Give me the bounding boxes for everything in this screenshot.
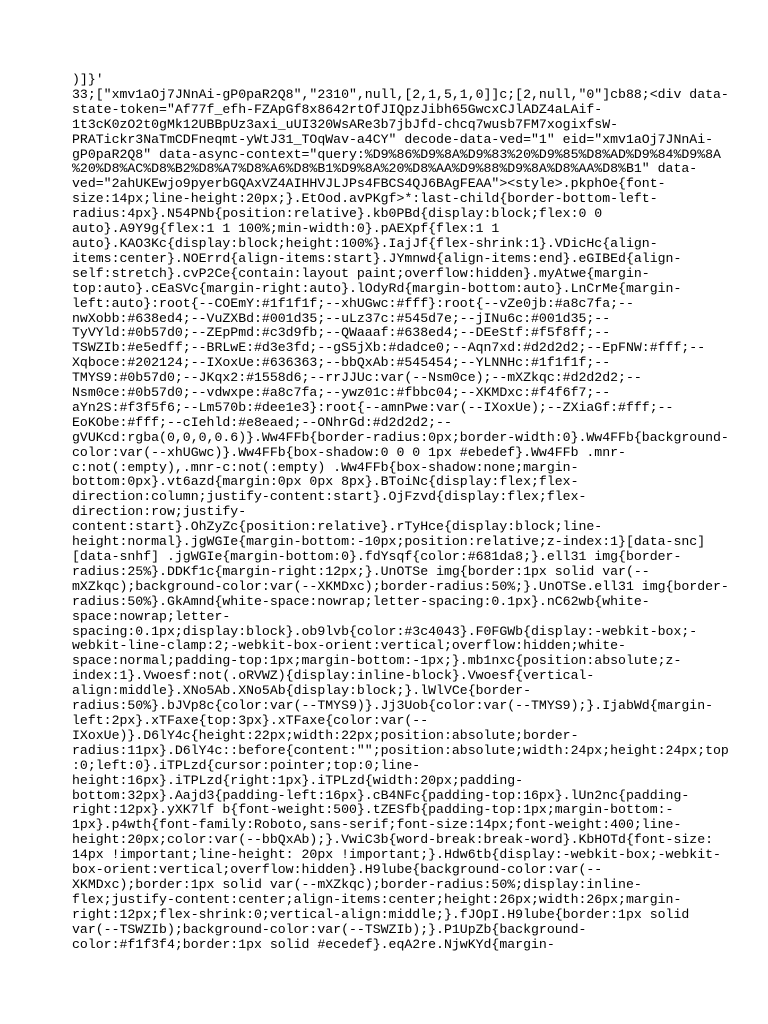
text-line: 1t3cK0zO2t0gMk12UBBpUz3axi_uUI320WsARe3b7jbJfd-chcq7wusb7FM7xogixfsW- bbox=[72, 116, 619, 132]
text-line: webkit-line-clamp:2;-webkit-box-orient:vertical;overflow:hidden;white- bbox=[72, 638, 626, 654]
text-line: aYn2S:#f3f5f6;--Lm570b:#dee1e3}:root{--amnPwe:var(--IXoxUe);--ZXiaGf:#fff;-- bbox=[72, 399, 674, 415]
text-line: radius:4px}.N54PNb{position:relative}.kb0PBd{display:block;flex:0 0 bbox=[72, 206, 603, 222]
text-line: auto}.A9Y9g{flex:1 1 100%;min-width:0}.pAEXpf{flex:1 1 bbox=[72, 221, 500, 237]
text-line: index:1}.Vwoesf:not(.oRVWZ){display:inline-block}.Vwoesf{vertical- bbox=[72, 668, 595, 684]
text-line: bottom:0px}.vt6azd{margin:0px 0px 8px}.BToiNc{display:flex;flex- bbox=[72, 474, 579, 490]
text-line: EoKObe:#fff;--cIehld:#e8eaed;--ONhrGd:#d2d2d2;-- bbox=[72, 414, 452, 430]
text-line: direction:row;justify- bbox=[72, 504, 247, 520]
text-line: )]}' bbox=[72, 72, 104, 87]
text-line: 14px !important;line-height: 20px !important;}.Hdw6tb{display:-webkit-box;-webkit- bbox=[72, 847, 721, 863]
text-line: items:center}.NOErrd{align-items:start}.JYmnwd{align-items:end}.eGIBEd{align- bbox=[72, 250, 682, 266]
text-line: space:nowrap;letter- bbox=[72, 608, 231, 624]
text-line: TyVYld:#0b57d0;--ZEpPmd:#c3d9fb;--QWaaaf:#638ed4;--DEeStf:#f5f8ff;-- bbox=[72, 325, 611, 341]
text-line: content:start}.OhZyZc{position:relative}.rTyHce{display:block;line- bbox=[72, 519, 603, 535]
text-line: self:stretch}.cvP2Ce{contain:layout paint;overflow:hidden}.myAtwe{margin- bbox=[72, 265, 650, 281]
text-line: %20%D8%AC%D8%B2%D8%A7%D8%A6%D8%B1%D9%8A%20%D8%AA%D9%88%D9%8A%D8%AA%D8%B1" data- bbox=[72, 161, 698, 177]
text-line: auto}.KAO3Kc{display:block;height:100%}.IajJf{flex-shrink:1}.VDicHc{align- bbox=[72, 235, 658, 251]
text-line: bottom:32px}.Aajd3{padding-left:16px}.cB4NFc{padding-top:16px}.lUn2nc{padding- bbox=[72, 787, 690, 803]
text-line: color:var(--xhUGwc)}.Ww4FFb{box-shadow:0 0 0 1px #ebedef}.Ww4FFb .mnr- bbox=[72, 444, 626, 460]
text-line: space:normal;padding-top:1px;margin-bottom:-1px;}.mb1nxc{position:absolute;z- bbox=[72, 653, 682, 669]
raw-response-text bbox=[72, 72, 729, 952]
text-line: Nsm0ce:#0b57d0;--vdwxpe:#a8c7fa;--ywz01c:#fbbc04;--XKMDxc:#f4f6f7;-- bbox=[72, 385, 611, 401]
text-line: size:14px;line-height:20px;}.EtOod.avPKgf>*:last-child{border-bottom-left- bbox=[72, 191, 658, 207]
text-line: TMYS9:#0b57d0;--JKqx2:#1558d6;--rrJJUc:var(--Nsm0ce);--mXZkqc:#d2d2d2;-- bbox=[72, 370, 642, 386]
text-line: height:16px}.iTPLzd{right:1px}.iTPLzd{width:20px;padding- bbox=[72, 772, 524, 788]
text-line: PRATickr3NaTmCDFneqmt-yWtJ31_TOqWav-a4CY" decode-data-ved="1" eid="xmv1aOj7JNnAi- bbox=[72, 131, 714, 147]
text-line: radius:50%}.GkAmnd{white-space:nowrap;letter-spacing:0.1px}.nC62wb{white- bbox=[72, 593, 650, 609]
text-line: var(--TSWZIb);background-color:var(--TSWZIb);}.P1UpZb{background- bbox=[72, 921, 587, 937]
text-line: height:20px;color:var(--bbQxAb);}.VwiC3b{word-break:break-word}.KbHOTd{font-size: bbox=[72, 832, 714, 848]
text-line: align:middle}.XNo5Ab.XNo5Ab{display:block;}.lWlVCe{border- bbox=[72, 683, 531, 699]
text-line: spacing:0.1px;display:block}.ob9lvb{color:#3c4043}.F0FGWb{display:-webkit-box;- bbox=[72, 623, 698, 639]
text-line: radius:50%}.bJVp8c{color:var(--TMYS9)}.Jj3Uob{color:var(--TMYS9);}.IjabWd{margin- bbox=[72, 698, 714, 714]
text-line: 1px}.p4wth{font-family:Roboto,sans-serif;font-size:14px;font-weight:400;line- bbox=[72, 817, 682, 833]
text-line: :0;left:0}.iTPLzd{cursor:pointer;top:0;line- bbox=[72, 757, 421, 773]
text-line: left:2px}.xTFaxe{top:3px}.xTFaxe{color:var(-- bbox=[72, 712, 429, 728]
text-line: left:auto}:root{--COEmY:#1f1f1f;--xhUGwc:#fff}:root{--vZe0jb:#a8c7fa;-- bbox=[72, 295, 634, 311]
text-line: radius:11px}.D6lY4c::before{content:"";position:absolute;width:24px;height:24px;top bbox=[72, 742, 729, 758]
text-line: state-token="Af77f_efh-FZApGf8x8642rtOfJIQpzJibh65GwcxCJlADZ4aLAif- bbox=[72, 101, 603, 117]
text-line: ved="2ahUKEwjo9pyerbGQAxVZ4AIHHVJLJPs4FBCS4QJ6BAgFEAA"><style>.pkphOe{font- bbox=[72, 176, 666, 192]
text-line: c:not(:empty),.mnr-c:not(:empty) .Ww4FFb{box-shadow:none;margin- bbox=[72, 459, 579, 475]
text-line: Xqboce:#202124;--IXoxUe:#636363;--bbQxAb:#545454;--YLNNHc:#1f1f1f;-- bbox=[72, 355, 611, 371]
text-line: box-orient:vertical;overflow:hidden}.H9lube{background-color:var(-- bbox=[72, 862, 603, 878]
text-line: TSWZIb:#e5edff;--BRLwE:#d3e3fd;--gS5jXb:#dadce0;--Aqn7xd:#d2d2d2;--EpFNW:#fff;-- bbox=[72, 340, 706, 356]
text-line: color:#f1f3f4;border:1px solid #ecedef}.eqA2re.NjwKYd{margin- bbox=[72, 936, 555, 952]
text-line: right:12px}.yXK7lf b{font-weight:500}.tZESfb{padding-top:1px;margin-bottom:- bbox=[72, 802, 674, 818]
text-line: gP0paR2Q8" data-async-context="query:%D9%86%D9%8A%D9%83%20%D9%85%D8%AD%D9%84%D9%8A bbox=[72, 146, 721, 162]
text-line: IXoxUe)}.D6lY4c{height:22px;width:22px;position:absolute;border- bbox=[72, 727, 579, 743]
text-line: mXZkqc);background-color:var(--XKMDxc);border-radius:50%;}.UnOTSe.ell31 img{border- bbox=[72, 578, 729, 594]
text-line: radius:25%}.DDKf1c{margin-right:12px;}.UnOTSe img{border:1px solid var(-- bbox=[72, 563, 650, 579]
text-line: 33;["xmv1aOj7JNnAi-gP0paR2Q8","2310",null,[2,1,5,1,0]]c;[2,null,"0"]cb88;<div data- bbox=[72, 86, 729, 102]
text-line: gVUKcd:rgba(0,0,0,0.6)}.Ww4FFb{border-radius:0px;border-width:0}.Ww4FFb{background- bbox=[72, 429, 729, 445]
text-line: flex;justify-content:center;align-items:center;height:26px;width:26px;margin- bbox=[72, 891, 682, 907]
text-line: top:auto}.cEaSVc{margin-right:auto}.lOdyRd{margin-bottom:auto}.LnCrMe{margin- bbox=[72, 280, 682, 296]
text-line: [data-snhf] .jgWGIe{margin-bottom:0}.fdYsqf{color:#681da8;}.ell31 img{border- bbox=[72, 549, 682, 564]
text-line: height:normal}.jgWGIe{margin-bottom:-10px;position:relative;z-index:1}[data-snc] bbox=[72, 534, 706, 550]
text-line: direction:column;justify-content:start}.OjFzvd{display:flex;flex- bbox=[72, 489, 587, 505]
text-line: nwXobb:#638ed4;--VuZXBd:#001d35;--uLz37c:#545d7e;--jINu6c:#001d35;-- bbox=[72, 310, 611, 326]
text-line: XKMDxc);border:1px solid var(--mXZkqc);border-radius:50%;display:inline- bbox=[72, 876, 642, 892]
text-line: right:12px;flex-shrink:0;vertical-align:middle;}.fJOpI.H9lube{border:1px solid bbox=[72, 906, 690, 922]
